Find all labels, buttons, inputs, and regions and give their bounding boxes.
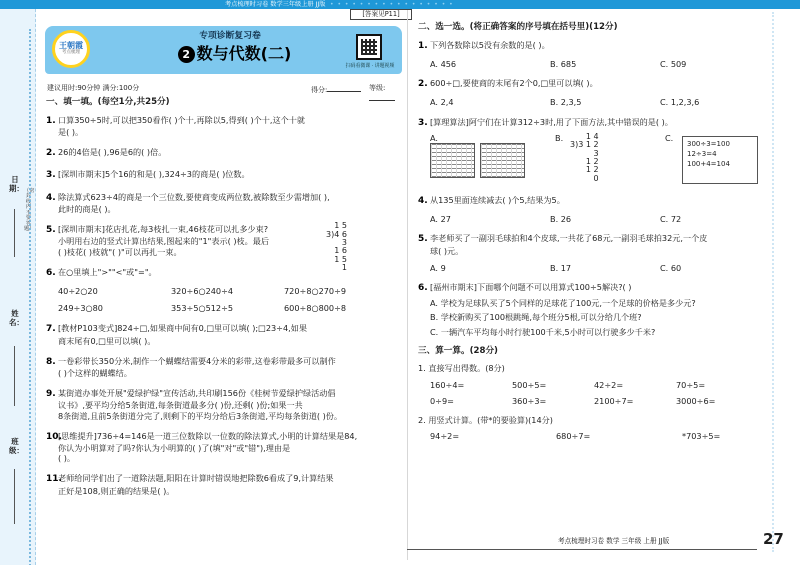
equation-line: 12÷3=4 — [687, 149, 717, 158]
fill-question-6 — [46, 267, 403, 314]
fill-question-2 — [46, 147, 403, 159]
time-score: 建议用时:90分钟 满分:100分 — [47, 84, 140, 92]
question-number: 3. — [46, 170, 56, 181]
option-b[interactable]: B. 2,3,5 — [550, 97, 582, 108]
question-text: 26的4倍是( ),96是6的( )倍。 — [58, 147, 167, 158]
top-strip-title: 考点梳理时习卷 数学三年级上册 JJ版 — [225, 1, 326, 8]
brand-logo — [52, 30, 90, 68]
option-a[interactable]: A. — [430, 132, 438, 143]
choose-question-6 — [418, 282, 761, 337]
comparison-item[interactable]: 40÷2○20 — [58, 285, 98, 296]
question-number: 1. — [418, 40, 428, 51]
name-write-line — [14, 346, 15, 406]
vertical-division-46-by-3: 1 5 3)4 6 3 1 6 1 5 1 — [326, 221, 347, 273]
option-b[interactable]: B. 学校新购买了100根跳绳,每个班分5根,可以分给几个班? — [430, 312, 642, 323]
equation-method-box — [682, 136, 758, 184]
option-a[interactable]: A. 学校为足球队买了5个同样的足球花了100元,一个足球的价格是多少元? — [430, 298, 696, 309]
right-binding-edge — [772, 12, 792, 552]
question-text-line: ( )枝花( )枝就"( )"可以再扎一束。 — [58, 246, 182, 257]
question-text-line: 你认为小明算对了吗?你认为小明算的( )了(填"对"或"错"),理由是 — [58, 443, 291, 454]
question-text: 一卷彩带长350分米,制作一个蝴蝶结需要4分米的彩带,这卷彩带最多可以制作 — [58, 355, 336, 366]
binding-holes — [29, 29, 35, 565]
comparison-item[interactable]: 320÷6○240÷4 — [171, 285, 234, 296]
options-row — [430, 97, 761, 107]
page-divider — [407, 10, 408, 560]
question-number: 7. — [46, 324, 56, 335]
comparison-item[interactable]: 720÷8○270÷9 — [284, 285, 347, 296]
comparison-item[interactable]: 353÷5○512÷5 — [171, 303, 234, 314]
question-text: [教材P103变式]824÷□,如果商中间有0,□里可以填( );□23÷4,如果 — [58, 323, 307, 334]
question-number: 3. — [418, 117, 428, 128]
question-text: 李老师买了一副羽毛球拍和4个皮球,一共花了68元,一副羽毛球拍32元,一个皮 — [430, 233, 708, 244]
date-label: 日期： — [9, 175, 24, 194]
question-text-line: 此时的商是( )。 — [58, 203, 116, 214]
question-text-line: 小明用右边的竖式计算出结果,图起来的"1"表示( )枝。最后 — [58, 236, 270, 247]
sealing-line-note: （密封线内不要答题） — [24, 188, 35, 233]
score-label: 得分: — [311, 86, 328, 94]
direct-calc-question — [418, 363, 761, 406]
option-c[interactable]: C. — [665, 132, 674, 143]
name-label: 姓名： — [9, 309, 24, 328]
choose-question-5 — [418, 233, 761, 273]
question-text: [深圳市期末]花店扎花,每3枝扎一束,46枝花可以扎多少束? — [58, 224, 269, 235]
direct-calc-title: 1. 直接写出得数。(8分) — [418, 363, 505, 374]
logo-subtext: 考点梳理 — [62, 50, 80, 56]
question-text-line: 商末尾有0,□里可以填( )。 — [58, 335, 156, 346]
option-c[interactable]: C. 60 — [660, 262, 682, 273]
equation-line: 100+4=104 — [687, 159, 730, 168]
calc-item[interactable]: 70÷5= — [676, 379, 706, 390]
question-text-line: 正好是108,则正确的结果是( )。 — [58, 485, 175, 496]
date-write-line — [14, 209, 15, 257]
vertical-calc-item[interactable]: *703÷5= — [682, 431, 721, 442]
question-number: 1. — [46, 115, 56, 126]
fill-question-4 — [46, 192, 403, 214]
class-label: 班级： — [9, 437, 24, 456]
method-option-graphics — [430, 131, 761, 186]
question-text-line: ( )个这样的蝴蝶结。 — [58, 368, 132, 379]
option-b[interactable]: B. — [555, 132, 564, 143]
question-text: 600÷□,要使商的末尾有2个0,□里可以填( )。 — [430, 78, 598, 89]
option-b[interactable]: B. 26 — [550, 214, 572, 225]
fill-section-title: 一、填一填。(每空1分,共25分) — [46, 97, 170, 107]
question-text: [福州市期末]下面哪个问题不可以用算式100÷5解决?( ) — [430, 281, 632, 292]
calc-item[interactable]: 42÷2= — [594, 379, 624, 390]
special-title: 专项诊断复习卷 — [199, 31, 261, 41]
question-text: 某街道办事处开展"爱绿护绿"宣传活动,共印刷156份《桂树节爱绿护绿活动倡 — [58, 388, 336, 399]
question-number: 6. — [46, 267, 56, 278]
question-number: 6. — [418, 282, 428, 293]
option-a[interactable]: A. 456 — [430, 58, 457, 69]
option-c[interactable]: C. 72 — [660, 214, 682, 225]
question-text-line: 是( )。 — [58, 126, 84, 137]
question-number: 4. — [46, 192, 56, 203]
calc-item[interactable]: 500÷5= — [512, 379, 547, 390]
calc-item[interactable]: 2100÷7= — [594, 395, 634, 406]
footer-rule — [407, 549, 757, 550]
grade-label: 等级: — [369, 84, 386, 92]
vertical-calc-title: 2. 用竖式计算。(带*的要验算)(14分) — [418, 415, 553, 426]
options-row — [430, 263, 761, 273]
page-footer: 考点梳理时习卷 数学 三年级 上册 JJ版 — [558, 537, 670, 545]
question-number: 4. — [418, 195, 428, 206]
vertical-calc-item[interactable]: 680÷7= — [556, 431, 591, 442]
question-text: 在○里填上">""<"或"="。 — [58, 266, 157, 277]
question-number: 11. — [46, 474, 62, 485]
question-text: [算理算法]阿宁们在计算312÷3时,用了下面方法,其中错误的是( )。 — [430, 116, 673, 127]
top-strip-pattern: • • • • • • • • • • • • • • • • • — [330, 1, 454, 8]
question-text: 口算350÷5时,可以把350看作( )个十,再除以5,得到( )个十,这个十就 — [58, 114, 305, 125]
answer-reference: [答案见P11] — [350, 9, 412, 20]
score-blank[interactable] — [327, 84, 361, 92]
calc-item[interactable]: 0÷9= — [430, 395, 454, 406]
question-text: [思维提升]736÷4=146是一道三位数除以一位数的除法算式,小明的计算结果是84, — [58, 430, 358, 441]
question-text: 除法算式623÷4的商是一个三位数,要使商变成两位数,被除数至少需增加( ), — [58, 191, 330, 202]
question-number: 8. — [46, 356, 56, 367]
logo-text: 王朝霞 — [59, 41, 83, 51]
option-c[interactable]: C. 509 — [660, 58, 687, 69]
fill-question-8 — [46, 356, 403, 378]
binding-rail — [0, 9, 36, 565]
option-a[interactable]: A. 27 — [430, 214, 451, 225]
title-text: 数与代数(二) — [196, 44, 292, 63]
choose-question-1 — [418, 40, 761, 69]
fill-question-10 — [46, 431, 403, 464]
direct-calc-grid — [430, 380, 761, 406]
calc-item[interactable]: 3000÷6= — [676, 395, 716, 406]
option-a[interactable]: A. 9 — [430, 262, 446, 273]
question-number: 10. — [46, 431, 62, 442]
fill-question-1 — [46, 115, 403, 137]
question-text: [深圳市期末]5个16的和是( ),324÷3的商是( )位数。 — [58, 169, 250, 180]
question-number: 5. — [46, 225, 56, 236]
option-c[interactable]: C. 1,2,3,6 — [660, 97, 700, 108]
class-write-line — [14, 469, 15, 524]
vertical-division-312-by-3: 1 4 3)3 1 2 3 1 2 1 2 0 — [570, 131, 599, 183]
qr-caption: 扫码看微课 · 讲题视频 — [345, 63, 395, 69]
right-question-page — [418, 22, 761, 450]
choose-question-3 — [418, 117, 761, 186]
question-text-line: ( )。 — [58, 453, 76, 464]
fill-question-9 — [46, 388, 403, 421]
page-number: 27 — [763, 530, 784, 548]
question-text-line: 8条街道,且前5条街道分完了,则剩下的平均分给后3条街道,平均每条街道( )份。 — [58, 410, 343, 421]
option-a[interactable]: A. 2,4 — [430, 97, 454, 108]
unit-grid-model — [480, 143, 525, 178]
qr-pattern — [361, 39, 377, 55]
question-number: 5. — [418, 234, 428, 245]
comparison-grid — [58, 286, 403, 313]
options-row — [430, 59, 761, 69]
option-b[interactable]: B. 685 — [550, 58, 577, 69]
left-question-page — [46, 97, 403, 506]
question-text-line: 球( )元。 — [430, 245, 464, 256]
fill-question-7 — [46, 323, 403, 345]
comparison-item[interactable]: 249÷3○80 — [58, 303, 103, 314]
choose-section-title: 二、选一选。(将正确答案的序号填在括号里)(12分) — [418, 22, 618, 32]
vertical-calc-question — [418, 415, 761, 441]
page-title — [172, 44, 297, 64]
fill-question-11 — [46, 473, 403, 495]
vertical-calc-item[interactable]: 94÷2= — [430, 431, 460, 442]
options-row — [430, 214, 761, 224]
calc-item[interactable]: 360÷3= — [512, 395, 547, 406]
fill-question-3 — [46, 169, 403, 181]
calc-section-title: 三、算一算。(28分) — [418, 345, 498, 356]
vertical-calc-row — [430, 431, 761, 441]
comparison-item[interactable]: 600÷8○800÷8 — [284, 303, 347, 314]
question-number: 9. — [46, 389, 56, 400]
question-text-line: 议书》,要平均分给5条街道,每条街道最多分( )份,还剩( )份;如果一共 — [58, 400, 303, 411]
exam-info-row — [47, 84, 402, 96]
hundred-grid-model — [430, 143, 475, 178]
question-text: 下列各数除以5没有余数的是( )。 — [430, 39, 550, 50]
score-field[interactable] — [311, 84, 361, 95]
option-b[interactable]: B. 17 — [550, 262, 572, 273]
option-c[interactable]: C. 一辆汽车平均每小时行驶100千米,5小时可以行驶多少千米? — [430, 326, 656, 337]
long-options — [430, 298, 761, 337]
title-number: 2 — [178, 46, 195, 63]
question-number: 2. — [418, 79, 428, 90]
qr-code-icon[interactable] — [356, 34, 382, 60]
equation-line: 300÷3=100 — [687, 139, 730, 148]
question-text: 老师给同学们出了一道除法题,阳阳在计算时错误地把除数6看成了9,计算结果 — [58, 473, 334, 484]
choose-question-2 — [418, 78, 761, 107]
question-text: 从135里面连续减去( )个5,结果为5。 — [430, 194, 565, 205]
choose-question-4 — [418, 195, 761, 224]
calc-item[interactable]: 160÷4= — [430, 379, 465, 390]
question-number: 2. — [46, 148, 56, 159]
